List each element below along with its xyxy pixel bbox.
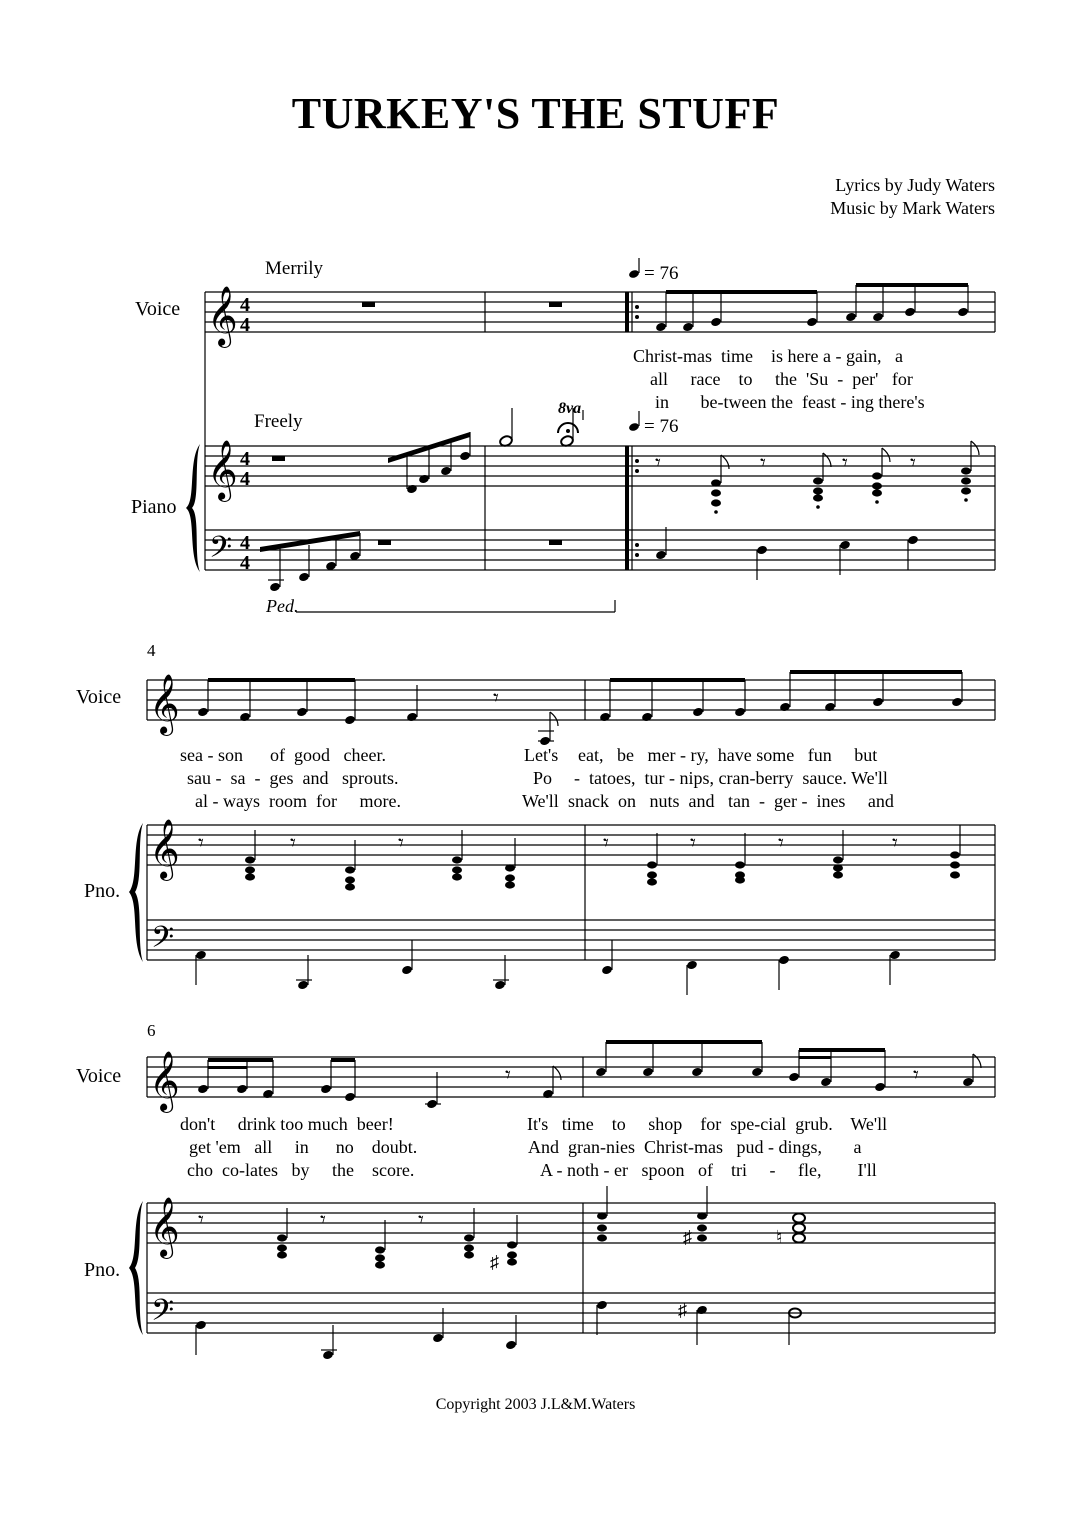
piano-label: Piano xyxy=(131,496,177,518)
voice-label: Voice xyxy=(76,686,122,708)
svg-text:♯: ♯ xyxy=(490,1252,499,1272)
svg-text:♮: ♮ xyxy=(776,1227,783,1247)
lyric-pickup: Po xyxy=(533,768,553,788)
lyric-line: eat, be mer - ry, have some fun but xyxy=(578,745,878,765)
svg-text:𝄾: 𝄾 xyxy=(910,450,916,475)
svg-text:♯: ♯ xyxy=(678,1300,687,1320)
bass-clef-icon: 𝄢 xyxy=(151,921,175,961)
voice-expression: Merrily xyxy=(265,258,324,279)
lyric-line: Christ-mas time is here a - gain, a xyxy=(633,346,903,366)
lyric-line: don't drink too much beer! xyxy=(180,1114,394,1134)
treble-clef-icon: 𝄞 xyxy=(149,676,180,733)
svg-text:𝄾: 𝄾 xyxy=(198,1207,204,1232)
svg-text:𝄾: 𝄾 xyxy=(778,830,784,855)
treble-clef-icon: 𝄞 xyxy=(149,821,180,878)
tempo-mark-voice: = 76 xyxy=(644,263,679,284)
bass-clef-icon: 𝄢 xyxy=(151,1294,175,1334)
svg-text:4: 4 xyxy=(240,468,250,490)
svg-text:4: 4 xyxy=(240,532,250,554)
bass-clef-icon: 𝄢 xyxy=(209,531,233,571)
voice-label: Voice xyxy=(135,298,181,320)
svg-text:𝄾: 𝄾 xyxy=(493,685,499,710)
piano-short-label: Pno. xyxy=(84,1259,121,1281)
svg-text:𝄾: 𝄾 xyxy=(913,1062,919,1087)
lyric-line: in be-tween the feast - ing there's xyxy=(655,392,925,412)
piano-short-label: Pno. xyxy=(84,880,121,902)
svg-text:𝄾: 𝄾 xyxy=(892,830,898,855)
svg-text:𝄾: 𝄾 xyxy=(290,830,296,855)
treble-clef-icon: 𝄞 xyxy=(207,442,238,499)
svg-text:𝄾: 𝄾 xyxy=(655,450,661,475)
lyric-line: sea - son of good cheer. xyxy=(180,745,386,765)
pedal-mark: Ped. xyxy=(266,596,299,616)
treble-clef-icon: 𝄞 xyxy=(149,1053,180,1110)
lyric-line: al - ways room for more. xyxy=(195,791,401,811)
measure-number: 4 xyxy=(147,641,156,660)
svg-text:4: 4 xyxy=(240,448,250,470)
piano-expression: Freely xyxy=(254,411,303,432)
copyright-notice: Copyright 2003 J.L&M.Waters xyxy=(435,1396,636,1413)
lyric-pickup: We'll xyxy=(522,791,559,811)
svg-text:𝄾: 𝄾 xyxy=(418,1207,424,1232)
svg-text:𝄾: 𝄾 xyxy=(603,830,609,855)
lyric-line: And gran-nies Christ-mas pud - dings, a xyxy=(528,1137,862,1157)
lyric-line: A - noth - er spoon of tri - fle, I'll xyxy=(540,1160,877,1180)
lyric-line: cho co-lates by the score. xyxy=(187,1160,415,1180)
measure-number: 6 xyxy=(147,1021,156,1040)
lyricist-credit: Lyrics by Judy Waters xyxy=(835,175,995,195)
svg-text:𝄾: 𝄾 xyxy=(690,830,696,855)
lyric-line: - tatoes, tur - nips, cran-berry sauce. We'll xyxy=(574,768,888,788)
svg-text:𝄾: 𝄾 xyxy=(198,830,204,855)
svg-text:𝄾: 𝄾 xyxy=(398,830,404,855)
svg-text:4: 4 xyxy=(240,294,250,316)
svg-text:𝄾: 𝄾 xyxy=(320,1207,326,1232)
treble-clef-icon: 𝄞 xyxy=(207,288,238,345)
svg-text:4: 4 xyxy=(240,314,250,336)
treble-clef-icon: 𝄞 xyxy=(149,1199,180,1256)
song-title: TURKEY'S THE STUFF xyxy=(291,89,780,138)
svg-text:𝄾: 𝄾 xyxy=(760,450,766,475)
voice-staff xyxy=(205,292,995,332)
svg-text:♯: ♯ xyxy=(683,1227,692,1247)
composer-credit: Music by Mark Waters xyxy=(830,198,995,218)
svg-text:𝄾: 𝄾 xyxy=(505,1062,511,1087)
lyric-pickup: Let's xyxy=(524,745,559,765)
lyric-line: get 'em all in no doubt. xyxy=(189,1137,418,1157)
piano-treble-staff xyxy=(205,446,995,486)
voice-label: Voice xyxy=(76,1065,122,1087)
lyric-line: It's time to shop for spe-cial grub. We'll xyxy=(527,1114,888,1134)
svg-text:𝄾: 𝄾 xyxy=(842,450,848,475)
svg-text:4: 4 xyxy=(240,552,250,574)
ottava-mark: 8va xyxy=(558,400,582,417)
tempo-mark-piano: = 76 xyxy=(644,416,679,437)
lyric-line: all race to the 'Su - per' for xyxy=(650,369,913,389)
piano-bass-staff xyxy=(205,530,995,570)
lyric-line: snack on nuts and tan - ger - ines and xyxy=(568,791,894,811)
lyric-line: sau - sa - ges and sprouts. xyxy=(187,768,399,788)
